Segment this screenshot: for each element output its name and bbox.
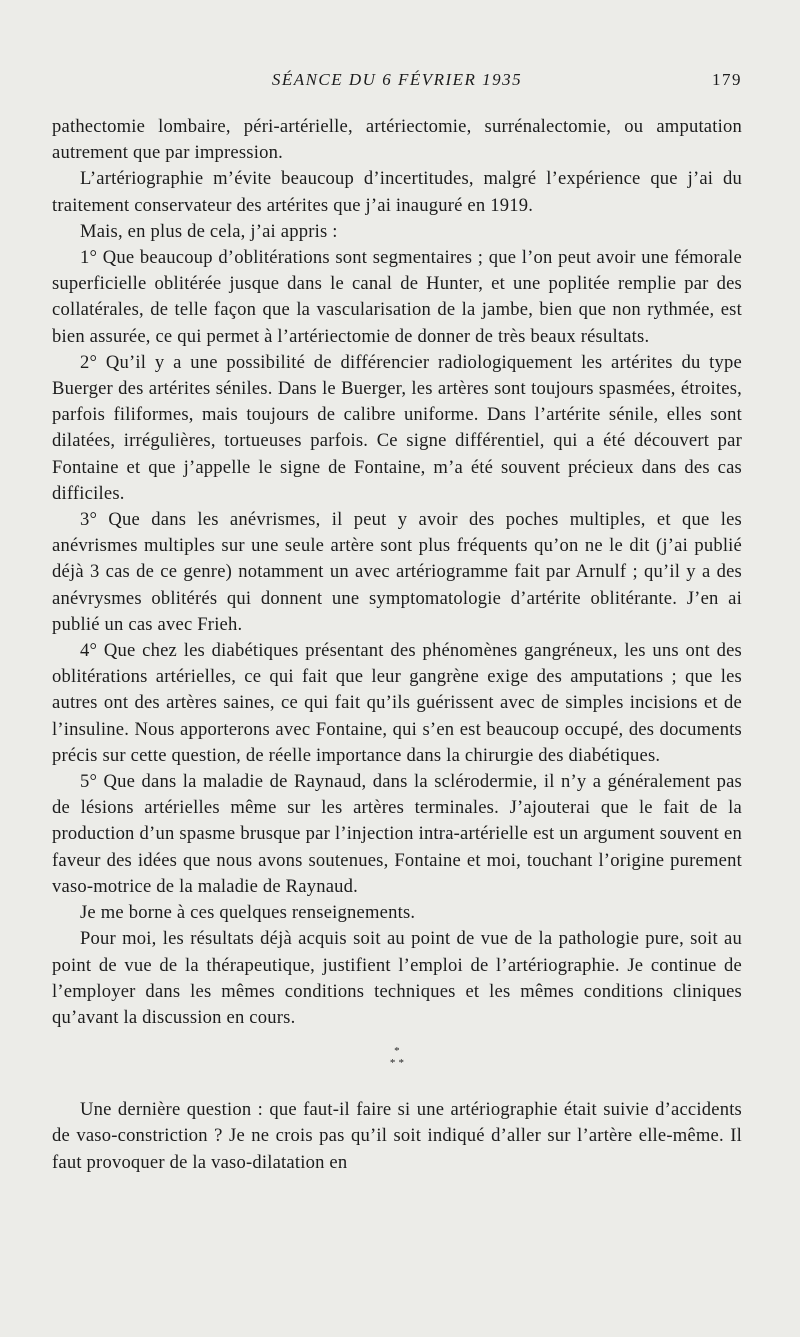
paragraph-closing: Une dernière question : que faut-il faire si une artériographie était suivie d’accidents de vaso-constriction ? Je ne crois pas qu’il soit indiqué d’aller sur l’artère elle-même. Il faut provoquer de la vaso-dilatation en <box>52 1099 742 1173</box>
paragraph-item-5: 5° Que dans la maladie de Raynaud, dans la sclérodermie, il n’y a généralement pas de lésions artérielles même sur les artères terminales. J’ajouterai que le fait de la production d’un spasme brusque par l’injection intra-artérielle est un argument souvent en faveur des idées que nous avons soutenues, Fontaine et moi, touchant l’origine purement vaso-motrice de la maladie de Raynaud. <box>52 771 742 897</box>
running-head-title: SÉANCE DU 6 FÉVRIER 1935 <box>271 70 523 89</box>
paragraph: Je me borne à ces quelques renseignements. <box>80 902 416 924</box>
paragraph-continuation: pathectomie lombaire, péri-artérielle, artériectomie, surrénalectomie, ou amputation autrement que par impression. <box>52 116 742 164</box>
running-head <box>52 70 742 98</box>
paragraph-item-4: 4° Que chez les diabétiques présentant des phénomènes gangréneux, les uns ont des oblitérations artérielles, ce qui fait que leur gangrène exige des amputations ; que les autres ont des artères saines, ce qui fait qu’ils guérissent avec de simples incisions et de l’insuline. Nous apporterons avec Fontaine, qui s’en est beaucoup occupé, des documents précis sur cette question, de réelle importance dans la chirurgie des diabétiques. <box>52 640 742 766</box>
paragraph: Mais, en plus de cela, j’ai appris : <box>80 220 338 242</box>
paragraph: Pour moi, les résultats déjà acquis soit au point de vue de la pathologie pure, soit au point de vue de la thérapeutique, justifient l’emploi de l’artériographie. Je continue de l’employer dans les mêmes conditions techniques et les mêmes conditions cliniques qu’avant la discussion en cours. <box>52 928 742 1028</box>
asterism-divider <box>52 1045 742 1069</box>
asterism-bottom: * * <box>389 1057 405 1070</box>
paragraph: L’artériographie m’évite beaucoup d’incertitudes, malgré l’expérience que j’ai du traitement conservateur des artérites que j’ai inauguré en 1919. <box>52 168 742 216</box>
paragraph-item-2: 2° Qu’il y a une possibilité de différencier radiologiquement les artérites du type Buerger des artérites séniles. Dans le Buerger, les artères sont toujours spasmées, étroites, parfois filiformes, mais toujours de calibre uniforme. Dans l’artérite sénile, elles sont dilatées, irrégulières, tortueuses parfois. Ce signe différentiel, qui a été découvert par Fontaine et que j’appelle le signe de Fontaine, m’a été souvent précieux dans des cas difficiles. <box>52 351 742 504</box>
body-text <box>52 114 742 1176</box>
page-number: 179 <box>712 70 742 89</box>
paragraph-item-1: 1° Que beaucoup d’oblitérations sont segmentaires ; que l’on peut avoir une fémorale superficielle oblitérée jusque dans le canal de Hunter, et une poplitée remplie par des collatérales, de telle façon que la vascularisation de la jambe, bien que non rythmée, est bien assurée, ce qui permet à l’artériectomie de donner de très beaux résultats. <box>52 247 742 347</box>
paragraph-item-3: 3° Que dans les anévrismes, il peut y avoir des poches multiples, et que les anévrismes multiples sur une seule artère sont plus fréquents qu’on ne le dit (j’ai publié déjà 3 cas de ce genre) notamment un avec artériogramme fait par Arnulf ; qu’il y a des anévrysmes oblitérés qui donnent une symptomatologie d’artérite oblitérante. J’en ai publié un cas avec Frieh. <box>52 509 742 635</box>
asterism-top: * <box>394 1045 400 1058</box>
